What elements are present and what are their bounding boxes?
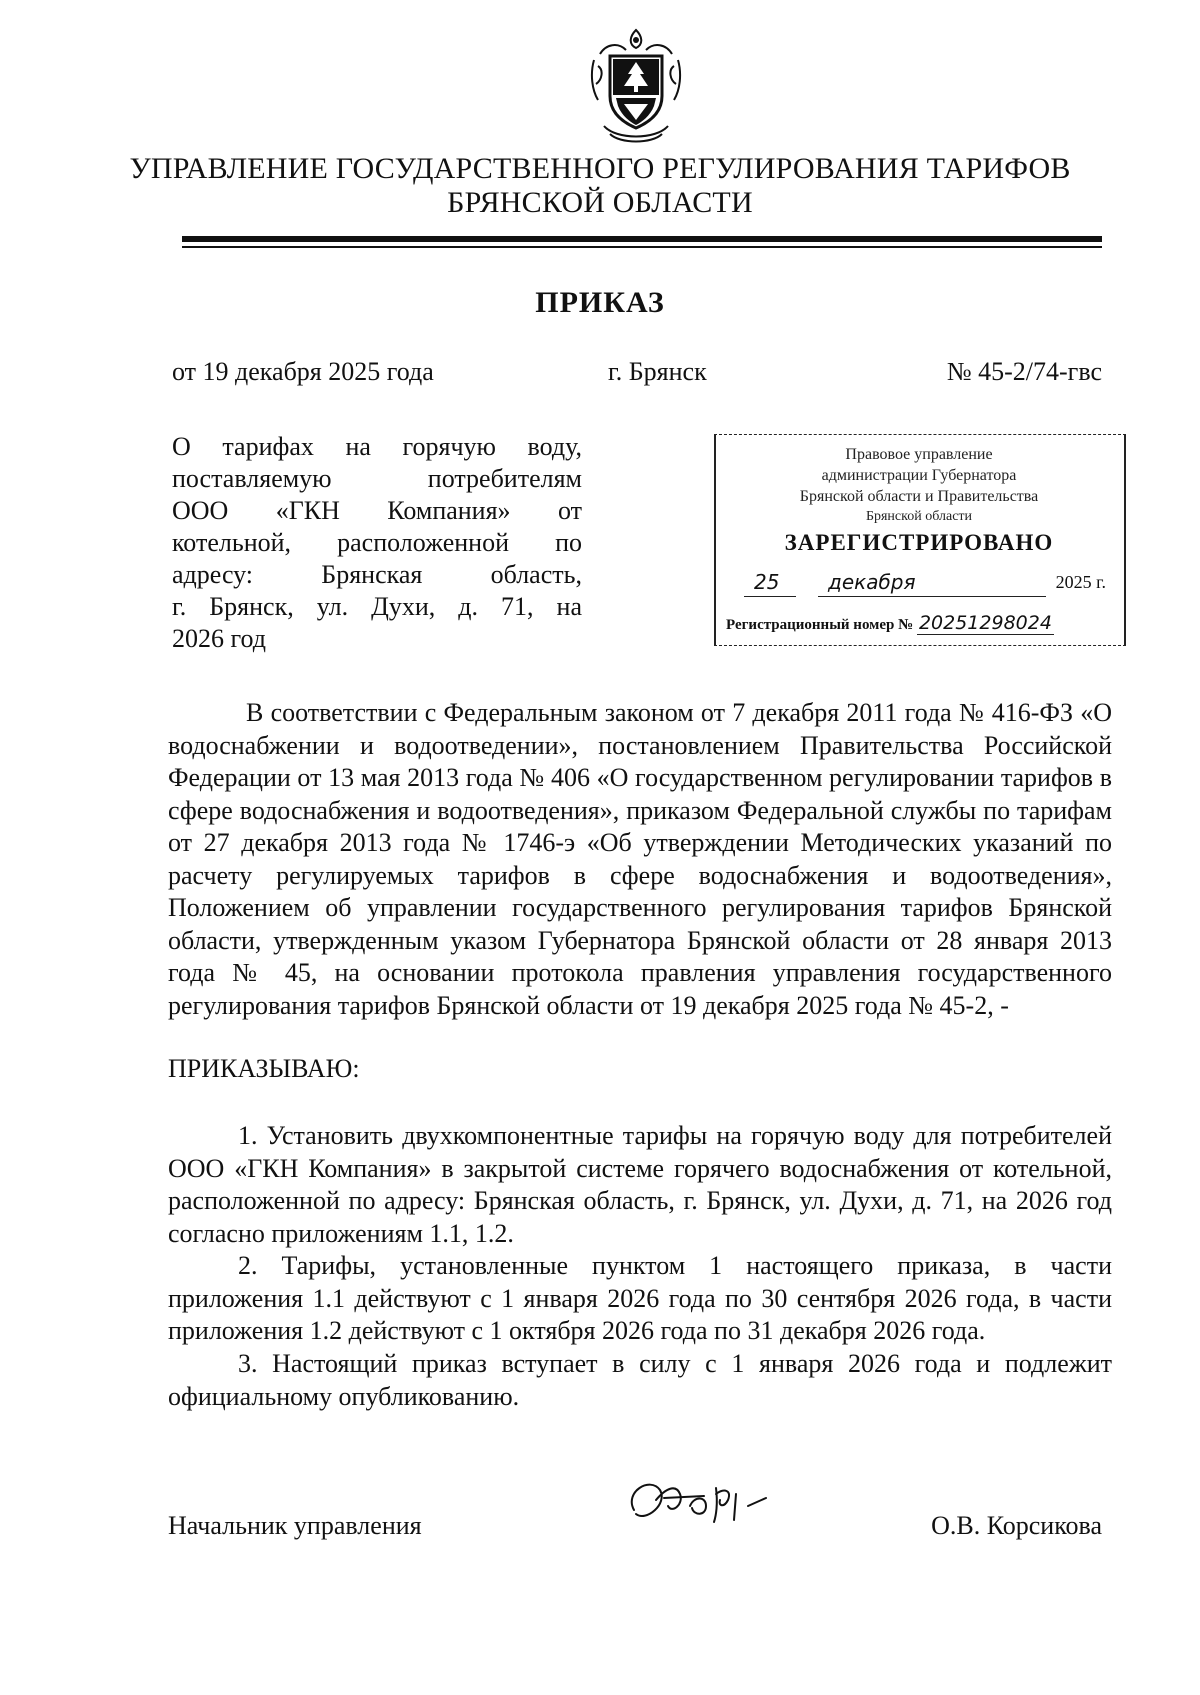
stamp-authority-line4: Брянской области — [865, 509, 973, 524]
subject-line: О тарифах на горячую воду, — [172, 432, 582, 461]
subject-line: г. Брянск, ул. Духи, д. 71, на — [172, 592, 582, 621]
stamp-month-handwritten: декабря — [828, 570, 916, 594]
order-item-2: 2. Тарифы, установленные пунктом 1 настоящего приказа, в части приложения 1.1 действуют с 1 января 2026 года по 30 сентября 2026 года, в части приложения 1.2 действуют с 1 октября 2026 года по 31 декабря 2026 года. — [168, 1251, 1112, 1345]
order-item-3: 3. Настоящий приказ вступает в силу с 1 января 2026 года и подлежит официальному опубликованию. — [168, 1349, 1112, 1411]
stamp-year: 2025 г. — [1055, 572, 1106, 592]
order-word: ПРИКАЗЫВАЮ: — [168, 1054, 360, 1083]
handwritten-signature — [620, 1470, 790, 1540]
order-number: № 45-2/74-гвс — [946, 357, 1102, 386]
subject-line: котельной, расположенной по — [172, 528, 582, 557]
signatory-position: Начальник управления — [168, 1511, 422, 1540]
org-name-line2: БРЯНСКОЙ ОБЛАСТИ — [447, 186, 753, 219]
order-city: г. Брянск — [608, 357, 707, 386]
subject-line: поставляемую потребителям — [172, 464, 582, 493]
stamp-date-row — [726, 570, 1114, 600]
order-date: от 19 декабря 2025 года — [172, 357, 434, 386]
stamp-authority-line2: администрации Губернатора — [821, 467, 1017, 484]
registration-stamp — [714, 434, 1124, 646]
stamp-authority-line1: Правовое управление — [845, 446, 993, 463]
stamp-authority-line3: Брянской области и Правительства — [799, 488, 1039, 505]
order-subject — [172, 431, 582, 655]
coat-of-arms-emblem — [580, 26, 692, 150]
stamp-month-underline — [818, 596, 1046, 597]
document-title: ПРИКАЗ — [535, 286, 665, 319]
org-name-line1: УПРАВЛЕНИЕ ГОСУДАРСТВЕННОГО РЕГУЛИРОВАНИЯ ТАРИФОВ — [129, 152, 1071, 185]
subject-line: адресу: Брянская область, — [172, 560, 582, 589]
stamp-regnum-row — [726, 612, 1116, 634]
header-rule-thick — [182, 236, 1102, 242]
stamp-day-underline — [744, 596, 796, 597]
header-rule-thin — [182, 246, 1102, 248]
stamp-regnum-value: 20251298024 — [918, 612, 1052, 634]
stamp-registered-label: ЗАРЕГИСТРИРОВАНО — [784, 530, 1054, 555]
order-item-1: 1. Установить двухкомпонентные тарифы на горячую воду для потребителей ООО «ГКН Компания» в закрытой системе горячего водоснабжения от котельной, расположенной по адресу: Брянская область, г. Брянск, ул. Духи, д. 71, на 2026 год согласно приложениям 1.1, 1.2. — [168, 1121, 1112, 1248]
subject-line: 2026 год — [172, 624, 266, 653]
stamp-regnum-label: Регистрационный номер № — [726, 617, 914, 633]
stamp-day-handwritten: 25 — [754, 570, 780, 594]
signatory-name: О.В. Корсикова — [931, 1511, 1102, 1540]
preamble-paragraph: В соответствии с Федеральным законом от 7 декабря 2011 года № 416-ФЗ «О водоснабжении и водоотведении», постановлением Правительства Российской Федерации от 13 мая 2013 года № 406 «О государственном регулировании тарифов в сфере водоснабжения и водоотведения», приказом Федеральной службы по тарифам от 27 декабря 2013 года № 1746-э «Об утверждении Методических указаний по расчету регулируемых тарифов в сфере водоснабжения и водоотведения», Положением об управлении государственного регулирования тарифов Брянской области, утвержденным указом Губернатора Брянской области от 28 января 2013 года № 45, на основании протокола правления управления государственного регулирования тарифов Брянской области от 19 декабря 2025 года № 45-2, - — [168, 698, 1112, 1020]
subject-line: ООО «ГКН Компания» от — [172, 496, 582, 525]
